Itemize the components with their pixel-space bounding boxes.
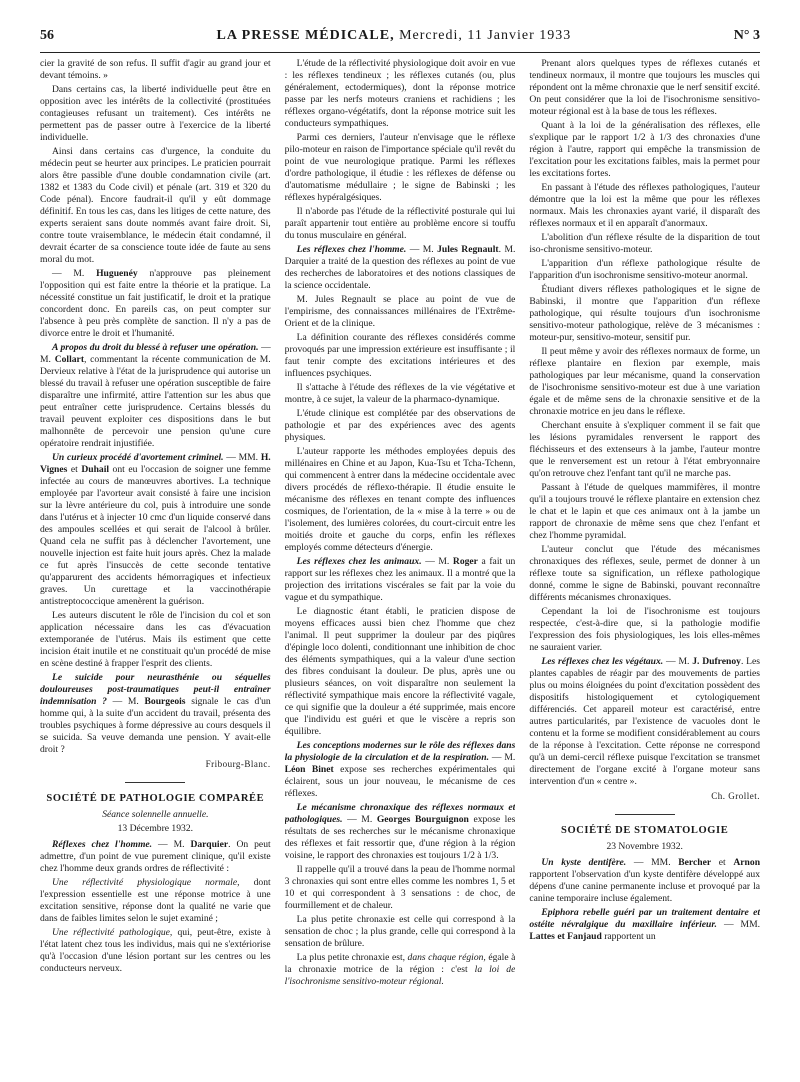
journal-name: LA PRESSE MÉDICALE, <box>216 28 395 43</box>
column-2 <box>285 58 516 1062</box>
paragraph: L'étude clinique est complétée par des observations de pathologie et par des expériences avec des agents physiques. <box>284 408 516 443</box>
paragraph: Les auteurs discutent le rôle de l'incision du col et son application nécessaire dans les cas d'évacuation extemporanée de l'utérus. Mais ils estiment que cette incision était inutile et ne constituait qu'un procédé de mise en scène destiné à frapper l'esprit des clients. <box>40 610 271 669</box>
author-name: Huguenéy <box>96 268 138 279</box>
author-name: H. Vignes <box>40 452 271 475</box>
section-heading: Les réflexes chez les végétaux. <box>541 656 664 667</box>
paragraph: En passant à l'étude des réflexes pathologiques, l'auteur démontre que la loi est la même que pour les réflexes normaux. Mais les chronaxies ayant varié, il disparaît des réflexes normaux et il en apparaît d'anormaux. <box>529 182 761 229</box>
paragraph: L'auteur conclut que l'étude des mécanismes chronaxiques des réflexes, seule, permet de donner à un réflexe toute sa signification, un réflexe pathologique donné, comme le signe de Babinski, pouvant reconnaître différents mécanismes chronaxiques. <box>529 544 761 603</box>
section-heading: Un curieux procédé d'avortement criminel. <box>52 452 224 463</box>
journal-title <box>216 28 571 44</box>
author-name: Bercher <box>678 857 712 868</box>
paragraph: Ainsi dans certains cas d'urgence, la conduite du médecin peut se heurter aux principes. Le praticien pourrait alors être passible d'une double condamnation civile (art. 1382 et 1383 du Code civil) et pénale (art. 319 et 320 du Code pénal). Encore faudrait-il qu'il y eût dommage définitif. En tous les cas, dans les litiges de cette nature, des experts seraient sans doute nommés avant faire droit. Si, contre toute vraisemblance, le médecin était condamné, il devrait écarter de sa conscience toute idée de faute au sens moral du mot. <box>40 146 271 265</box>
paragraph: Parmi ces derniers, l'auteur n'envisage que le réflexe pilo-moteur en raison de l'importance spéciale qu'il revêt du point de vue neurologique pratique. Parmi les réflexes d'ordre pathologique, il étudie : les réflexes de défense ou d'automatisme médullaire ; le signe de Babinski ; les réflexes hypéralgésiques. <box>284 132 516 203</box>
paragraph: Les conceptions modernes sur le rôle des réflexes dans la physiologie de la circulation et de la respiration. — M. Léon Binet expose ses recherches expérimentales qui éclairent, sous un jour nouveau, le mécanisme de ces réflexes. <box>284 740 516 799</box>
paragraph: Une réflectivité pathologique, qui, peut-être, existe à l'état latent chez tous les individus, mais qui ne s'extériorise qu'à l'occasion d'une lésion portant sur les centres ou les conducteurs nerveux. <box>40 927 271 974</box>
paragraph: cier la gravité de son refus. Il suffit d'agir au grand jour et devant témoins. » <box>40 58 271 81</box>
session-date: 23 Novembre 1932. <box>606 841 683 852</box>
section-heading: Epiphora rebelle guéri par un traitement dentaire et ostéite névralgique du maxillaire inférieur. <box>529 907 761 930</box>
paragraph: Le suicide pour neurasthénie ou séquelles douloureuses post-traumatiques peut-il entraîner indemnisation ? — M. Bourgeois signale le cas d'un homme qui, à la suite d'un accident du travail, présenta des troubles psychiques à forme dépressive au cours desquels il se suicida. Sa veuve demanda une pension. Y avait-elle droit ? <box>40 672 271 755</box>
issue-number: N° 3 <box>733 28 760 43</box>
section-heading: Le mécanisme chronaxique des réflexes normaux et pathologiques. <box>284 802 516 825</box>
paragraph: Étudiant divers réflexes pathologiques et le signe de Babinski, il montre que l'apparition d'un réflexe pathologique, qui résulte toujours d'un isochronisme sensitivo-moteur pathologique, relève de 3 mécanismes : moteur-pur, sensitivo-moteur, sensitif pur. <box>529 284 761 343</box>
signature: Fribourg-Blanc. <box>205 759 271 769</box>
author-name: Lattes et Fanjaud <box>529 931 602 942</box>
issue-date: Mercredi, 11 Janvier 1933 <box>399 28 572 43</box>
paragraph: L'étude de la réflectivité physiologique doit avoir en vue : les réflexes tendineux ; les réflexes cutanés (ou, plus généralement, ectodermiques), dont la réponse motrice passe par les nerfs moteurs craniens et rachidiens ; les réflexes organo-végétatifs, dont la réponse motrice suit les conducteurs sympathiques. <box>284 58 516 129</box>
signature: Ch. Grollet. <box>711 791 761 801</box>
society-heading: SOCIÉTÉ DE STOMATOLOGIE <box>561 825 729 836</box>
session-date: 13 Décembre 1932. <box>117 823 194 834</box>
section-heading: Réflexes chez l'homme. <box>52 839 153 850</box>
section-heading: A propos du droit du blessé à refuser une opération. <box>52 342 259 353</box>
paragraph: Il s'attache à l'étude des réflexes de la vie végétative et montre, à ce sujet, la valeur de la pharmaco-dynamique. <box>284 382 516 405</box>
author-name: Arnon <box>733 857 761 868</box>
paragraph: Le diagnostic étant établi, le praticien dispose de moyens efficaces aussi bien chez l'homme que chez l'animal. Il peut supprimer la douleur par des piqûres d'épingle loco dolenti, conditionnant une inhibition de choc des éléments sympathiques, qui a la valeur d'une section des fibres conduisant la douleur. De plus, après une ou plusieurs séances, on voit disparaître non seulement la réflectivité sympathique mais encore la réflectivité vagale, ce qui signifie que la douleur a été supprimée, mais encore que l'individu est guéri et que le viscère a repris son équilibre. <box>284 606 516 737</box>
column-1 <box>40 58 271 1062</box>
paragraph: Il n'aborde pas l'étude de la réflectivité posturale qui lui paraît appartenir tout entière au problème encore si touffu du tonus musculaire en général. <box>284 206 516 241</box>
section-heading: Les conceptions modernes sur le rôle des réflexes dans la physiologie de la circulation et de la respiration. <box>284 740 516 763</box>
section-heading: Les réflexes chez l'homme. <box>296 244 407 255</box>
section-heading: Le suicide pour neurasthénie ou séquelles douloureuses post-traumatiques peut-il entraîner indemnisation ? <box>40 672 271 707</box>
paragraph: A propos du droit du blessé à refuser une opération. — M. Collart, commentant la récente communication de M. Dervieux relative à l'état de la jurisprudence qui autorise un blessé du travail à refuser une opération susceptible de faire disparaître une infirmité, attire l'attention sur les abus que peut entraîner cette jurisprudence. Certains blessés du travail peuvent exploiter ces dispositions dans le but malhonnête de percevoir une pension qu'une cure opératoire rendrait injustifiée. <box>40 342 271 449</box>
author-name: Georges Bourguignon <box>376 814 469 825</box>
author-name: Duhail <box>81 464 110 475</box>
paragraph: M. Jules Regnault se place au point de vue de l'empirisme, des connaissances millénaires de l'Extrême-Orient et de la clinique. <box>284 294 516 329</box>
paragraph: Un curieux procédé d'avortement criminel. — MM. H. Vignes et Duhail ont eu l'occasion de soigner une femme infectée au cours de manœuvres abortives. La technique employée par l'avorteur avait consisté à faire une incision sur la lèvre antérieure du col, puis à introduire une sonde dans l'utérus et à injecter 10 cmc d'un liquide conservé dans des ampoules scellées et qui serait de l'alcool à brûler. Quand cela ne suffit pas à déclencher l'avortement, une nouvelle injection est faite huit jours après. Chez la malade ce fut après l'insuccès de cette seconde tentative qu'apparurent des accidents hémorragiques et infectieux graves. Un curettage et la vaccinothérapie antistreptococcique amenèrent la guérison. <box>40 452 271 607</box>
author-name: Collart <box>54 354 85 365</box>
author-name: Bourgeois <box>144 696 186 707</box>
paragraph: Il rappelle qu'il a trouvé dans la peau de l'homme normal 3 chronaxies qui sont entre elles comme les nombres 1, 5 et 10 et qui correspondent à 3 sensations : de choc, de fourmillement et de chaleur. <box>284 864 516 911</box>
paragraph: Passant à l'étude de quelques mammifères, il montre qu'il a toujours trouvé le réflexe plantaire en extension chez le chat et le lapin et que ces animaux ont à la jambe un rapport de chronaxie de même sens que chez l'enfant et chez l'homme pyramidal. <box>529 482 761 541</box>
paragraph: — M. Huguenéy n'approuve pas pleinement l'opposition qui est faite entre la théorie et la pratique. La nécessité constitue un fait justificatif, le droit et la pratique concordent donc. En pareils cas, on peut compter sur l'absence à peu près complète de sanction. Il n'y a pas de divorce entre le droit et l'humanité. <box>40 268 271 339</box>
author-name: Roger <box>452 556 478 567</box>
paragraph: Quant à la loi de la généralisation des réflexes, elle s'explique par le rapport 1/2 à 1/3 des chronaxies d'une région à l'autre, rapport qui empêche la transmission de l'excitation pour les excitations faibles, mais la permet pour les excitations fortes. <box>529 120 761 179</box>
session-title: Séance solennelle annuelle. <box>102 809 209 820</box>
author-name: Léon Binet <box>284 764 334 775</box>
paragraph: Prenant alors quelques types de réflexes cutanés et tendineux normaux, il montre que toujours les muscles qui répondent ont la même chronaxie que le nerf sensitif excité. On peut considérer que la loi de l'isochronisme sensitivo-moteur régional est à la base de tous les réflexes. <box>529 58 761 117</box>
paragraph: La plus petite chronaxie est, dans chaque région, égale à la chronaxie motrice de la région : c'est la loi de l'isochronisme sensitivo-moteur régional. <box>284 952 516 987</box>
article-columns <box>40 58 760 1062</box>
paragraph: Le mécanisme chronaxique des réflexes normaux et pathologiques. — M. Georges Bourguignon expose les résultats de ses recherches sur le mécanisme chronaxique des réflexes et fait ressortir que, d'une région à la région voisine, le rapport des chronaxies est toujours 1/2 à 1/3. <box>284 802 516 861</box>
paragraph: Un kyste dentifère. — MM. Bercher et Arnon rapportent l'observation d'un kyste dentifère développé aux dépens d'une canine permanente incluse et provoqué par la canine temporaire incluse également. <box>529 857 761 904</box>
section-heading: Les réflexes chez les animaux. <box>296 556 422 567</box>
paragraph: L'apparition d'un réflexe pathologique résulte de l'apparition d'un isochronisme sensitivo-moteur anormal. <box>529 258 761 281</box>
paragraph: La définition courante des réflexes considérés comme provoqués par une impression extérieure est insuffisante ; il faut tenir compte des excitations intérieures et des influences psychiques. <box>284 332 516 379</box>
paragraph: Cependant la loi de l'isochronisme est toujours respectée, c'est-à-dire que, si la pathologie modifie l'expression des fois physiologiques, les lois elles-mêmes ne sauraient varier. <box>529 606 761 653</box>
paragraph: Les réflexes chez l'homme. — M. Jules Regnault. M. Darquier a traité de la question des réflexes au point de vue des recherches de laboratoires et des notions classiques de la science occidentale. <box>284 244 516 291</box>
paragraph: Epiphora rebelle guéri par un traitement dentaire et ostéite névralgique du maxillaire inférieur. — MM. Lattes et Fanjaud rapportent un <box>529 907 761 942</box>
author-name: Jules Regnault <box>437 244 499 255</box>
paragraph: Une réflectivité physiologique normale, dont l'expression essentielle est une réponse motrice à une excitation sensitive, réponse dont la qualité ne varie que dans de faibles limites selon le sujet examiné ; <box>40 877 271 924</box>
paragraph: L'auteur rapporte les méthodes employées depuis des millénaires en Chine et au Japon, Kua-Tsu et Tcha-Tchenn, qui commencent à entrer dans la médecine occidentale avec divers procédés de réflexo-thérapie. Il étudie ensuite le mécanisme des réflexes en tenant compte des influences cosmiques, de l'orientation, de la « mise à la terre » ou de l'isolement, des lumières colorées, du court-circuit entre les moitiés droite et gauche du corps, enfin les réflexes employés comme détecteurs d'énergie. <box>284 446 516 553</box>
section-divider <box>125 782 185 783</box>
paragraph: Il peut même y avoir des réflexes normaux de forme, un réflexe plantaire en flexion par exemple, mais pathologiques par leur mécanisme, quand la conservation de l'isochronisme sensitivo-moteur est due à une variation égale et de même sens de la chronaxie sensitive et de la chronaxie motrice en jeu dans le réflexe. <box>529 346 761 417</box>
paragraph: Dans certains cas, la liberté individuelle peut être en opposition avec les intérêts de la collectivité (prostituées contagieuses refusant un traitement). Ces intérêts ne permettent pas de passer outre à l'exercice de la liberté individuelle. <box>40 84 271 143</box>
section-divider <box>615 814 675 815</box>
paragraph: La plus petite chronaxie est celle qui correspond à la sensation de choc ; la plus grande, celle qui correspond à la sensation de brûlure. <box>284 914 516 949</box>
paragraph: Les réflexes chez les végétaux. — M. J. Dufrenoy. Les plantes capables de réagir par des mouvements de parties plus ou moins éloignées du point d'excitation possèdent des dispositifs histologiquement et cytologiquement différenciés. Cet appareil moteur est caractérisé, entre autres particularités, par l'existence de vacuoles dont le contenu et la forme se modifient considérablement au cours de la réponse à l'excitation. Cette réponse ne correspond qu'à un demi-cercil réflexe puisque l'excitation se transmet directement de l'organe excité à l'organe moteur sans intervention d'un « centre ». <box>529 656 761 787</box>
page-header <box>40 28 760 53</box>
society-heading: SOCIÉTÉ DE PATHOLOGIE COMPARÉE <box>46 793 265 804</box>
paragraph: L'abolition d'un réflexe résulte de la disparition de tout iso-chronisme sensitivo-moteur. <box>529 232 761 255</box>
paragraph: Les réflexes chez les animaux. — M. Roger a fait un rapport sur les réflexes chez les animaux. Il a montré que la projection des irritations viscérales se fait par la voie du vague et du sympathique. <box>284 556 516 603</box>
author-name: J. Dufrenoy <box>692 656 741 667</box>
page-number: 56 <box>40 28 54 43</box>
paragraph: Réflexes chez l'homme. — M. Darquier. On peut admettre, d'un point de vue purement clinique, qu'il existe chez l'homme deux grands ordres de réflectivité : <box>40 839 271 874</box>
paragraph: Cherchant ensuite à s'expliquer comment il se fait que les lésions pyramidales renversent le rapport des fléchisseurs et des extenseurs à la jambe, l'auteur montre que le renversement est un retour à l'état embryonnaire qu'on retrouve chez l'enfant tant qu'il ne marche pas. <box>529 420 761 479</box>
column-3 <box>529 58 760 1062</box>
author-name: Darquier <box>190 839 229 850</box>
section-heading: Un kyste dentifère. <box>541 857 627 868</box>
